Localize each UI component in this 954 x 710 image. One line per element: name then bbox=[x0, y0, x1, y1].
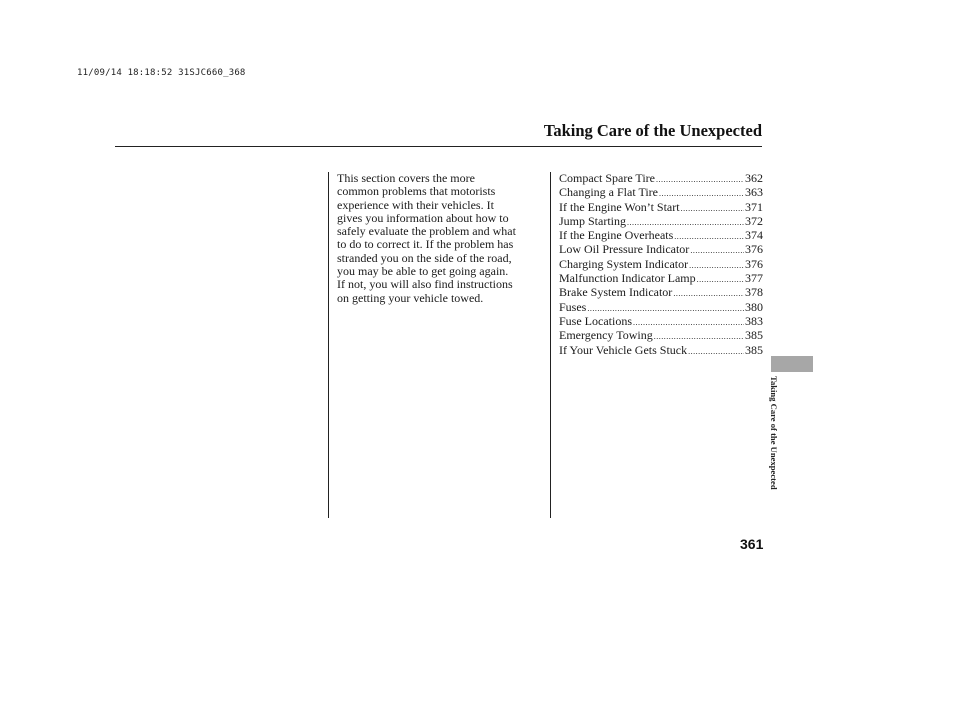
section-thumb-tab bbox=[771, 356, 813, 372]
page-number: 361 bbox=[740, 536, 764, 552]
table-of-contents bbox=[559, 172, 763, 358]
intro-line: If not, you will also find instructions bbox=[337, 277, 513, 292]
toc-entry-label: Jump Starting bbox=[559, 213, 627, 228]
toc-entry-fuses[interactable] bbox=[559, 301, 763, 315]
toc-entry-label: Low Oil Pressure Indicator bbox=[559, 242, 690, 257]
dot-leader bbox=[689, 259, 744, 272]
page-title: Taking Care of the Unexpected bbox=[543, 121, 762, 140]
toc-page-number: 371 bbox=[745, 199, 763, 214]
intro-line: This section covers the more bbox=[337, 171, 475, 185]
toc-entry-jump-starting[interactable] bbox=[559, 215, 763, 229]
toc-entry-vehicle-gets-stuck[interactable] bbox=[559, 344, 763, 358]
toc-entry-changing-a-flat-tire[interactable] bbox=[559, 186, 763, 200]
toc-entry-label: Charging System Indicator bbox=[559, 256, 689, 271]
toc-entry-label: Fuses bbox=[559, 299, 587, 314]
toc-page-number: 376 bbox=[745, 256, 763, 271]
toc-entry-malfunction-indicator-lamp[interactable] bbox=[559, 272, 763, 286]
toc-page-number: 385 bbox=[745, 328, 763, 343]
column-divider-left bbox=[328, 172, 329, 518]
intro-line: gives you information about how to bbox=[337, 210, 509, 225]
print-timestamp: 11/09/14 18:18:52 31SJC660_368 bbox=[77, 68, 246, 78]
toc-entry-label: Malfunction Indicator Lamp bbox=[559, 271, 696, 286]
toc-entry-label: Emergency Towing bbox=[559, 328, 653, 343]
toc-page-number: 378 bbox=[745, 285, 763, 300]
toc-entry-charging-system-indicator[interactable] bbox=[559, 258, 763, 272]
toc-page-number: 376 bbox=[745, 242, 763, 257]
toc-entry-label: Fuse Locations bbox=[559, 313, 632, 328]
toc-page-number: 380 bbox=[745, 299, 763, 314]
dot-leader bbox=[587, 302, 744, 315]
toc-entry-compact-spare-tire[interactable] bbox=[559, 172, 763, 186]
dot-leader bbox=[627, 216, 744, 229]
intro-line: to do to correct it. If the problem has bbox=[337, 237, 514, 252]
intro-line: you may be able to get going again. bbox=[337, 264, 509, 279]
dot-leader bbox=[674, 230, 744, 243]
toc-entry-fuse-locations[interactable] bbox=[559, 315, 763, 329]
dot-leader bbox=[656, 173, 744, 186]
intro-line: experience with their vehicles. It bbox=[337, 197, 494, 212]
toc-entry-label: If the Engine Overheats bbox=[559, 228, 674, 243]
dot-leader bbox=[654, 330, 744, 343]
toc-page-number: 385 bbox=[745, 342, 763, 357]
toc-entry-engine-wont-start[interactable] bbox=[559, 201, 763, 215]
toc-entry-label: Compact Spare Tire bbox=[559, 171, 655, 185]
toc-page-number: 374 bbox=[745, 228, 763, 243]
toc-entry-emergency-towing[interactable] bbox=[559, 329, 763, 343]
toc-entry-label: If Your Vehicle Gets Stuck bbox=[559, 342, 688, 357]
toc-entry-label: Changing a Flat Tire bbox=[559, 185, 659, 200]
toc-page-number: 377 bbox=[745, 271, 763, 286]
toc-entry-engine-overheats[interactable] bbox=[559, 229, 763, 243]
intro-line: stranded you on the side of the road, bbox=[337, 250, 512, 265]
title-divider bbox=[115, 146, 762, 147]
intro-paragraph bbox=[337, 172, 545, 305]
dot-leader bbox=[659, 187, 744, 200]
side-section-label: Taking Care of the Unexpected bbox=[769, 376, 779, 490]
toc-page-number: 383 bbox=[745, 313, 763, 328]
dot-leader bbox=[633, 316, 744, 329]
toc-page-number: 363 bbox=[745, 185, 763, 200]
dot-leader bbox=[673, 287, 744, 300]
toc-page-number: 362 bbox=[745, 171, 763, 185]
toc-entry-brake-system-indicator[interactable] bbox=[559, 286, 763, 300]
dot-leader bbox=[690, 244, 744, 257]
intro-line: safely evaluate the problem and what bbox=[337, 224, 516, 239]
toc-entry-low-oil-pressure-indicator[interactable] bbox=[559, 243, 763, 257]
dot-leader bbox=[688, 345, 744, 358]
toc-page-number: 372 bbox=[745, 213, 763, 228]
column-divider-middle bbox=[550, 172, 551, 518]
intro-line: common problems that motorists bbox=[337, 184, 496, 199]
toc-entry-label: If the Engine Won’t Start bbox=[559, 199, 680, 214]
intro-line: on getting your vehicle towed. bbox=[337, 290, 484, 305]
toc-entry-label: Brake System Indicator bbox=[559, 285, 673, 300]
dot-leader bbox=[697, 273, 744, 286]
dot-leader bbox=[681, 202, 744, 215]
